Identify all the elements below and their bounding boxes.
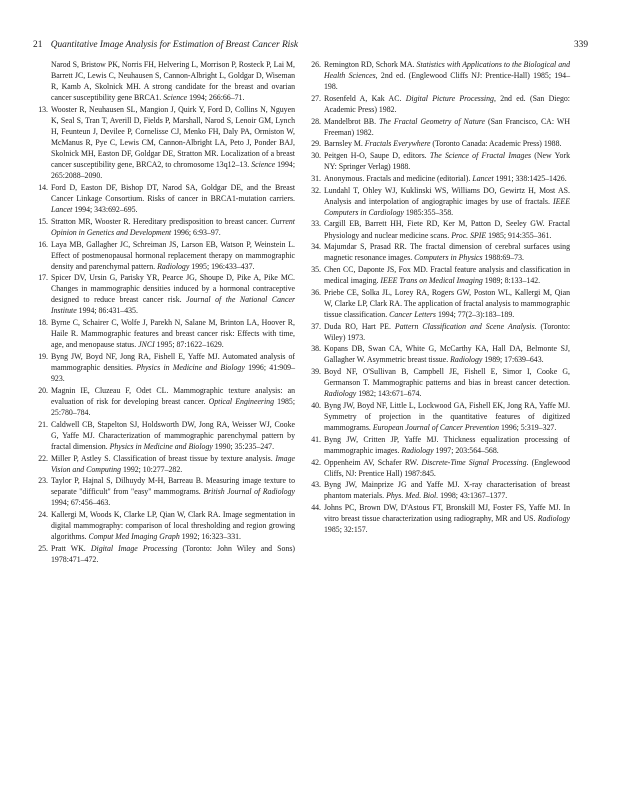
reference-text: 1992; 10:277–282. xyxy=(121,464,183,474)
reference-text: Byng JW, Mainprize JG and Yaffe MJ. X-ray characterisation of breast phantom materials. xyxy=(324,480,570,501)
reference-text: 1996; 6:93–97. xyxy=(171,227,221,237)
reference-text: Remington RD, Schork MA. xyxy=(324,60,417,69)
reference-entry xyxy=(310,264,570,286)
reference-source-title: Pattern Classification and Scene Analysis. xyxy=(394,321,537,331)
reference-number: 32. xyxy=(311,185,321,195)
reference-text: Johns PC, Brown DW, D'Astous FT, Bronskill MJ, Foster FS, Yaffe MJ. In vitro breast tissue characterization using radiography, MR and US. xyxy=(324,503,570,524)
reference-text: 1994; 86:431–435. xyxy=(76,306,138,316)
reference-text: Priebe CE, Solka JL, Lorey RA, Rogers GW, Poston WL, Kallergi M, Qian W, Clarke LP, Clark RA. The application of fractal analysis to mammographic tissue classification. xyxy=(324,287,570,319)
reference-entry xyxy=(310,434,570,456)
reference-entry xyxy=(310,479,570,501)
reference-number: 35. xyxy=(311,265,321,275)
reference-text: (Toronto: Wiley) 1973. xyxy=(324,321,570,342)
reference-number: 33. xyxy=(311,219,321,229)
page-number: 339 xyxy=(573,40,588,50)
reference-source-title: Digital Image Processing xyxy=(90,543,178,553)
reference-text: Cargill EB, Barrett HH, Fiete RD, Ker M, Patton D, Seeley GW. Fractal Physiology and nuclear medicine scans. xyxy=(324,219,570,240)
reference-entry xyxy=(310,321,570,343)
reference-text: Byrne C, Schairer C, Wolfe J, Parekh N, Salane M, Brinton LA, Hoover R, Haile R. Mammographic features and breast cancer risk: Effects with time, age, and menopause status. xyxy=(51,318,295,350)
reference-number: 16. xyxy=(38,239,48,249)
reference-text: 1994; 343:692–695. xyxy=(72,204,138,214)
reference-source-title: Radiology xyxy=(537,514,570,524)
reference-number: 18. xyxy=(38,318,48,328)
reference-text: Lundahl T, Ohley WJ, Kuklinski WS, Williams DO, Gewirtz H, Most AS. Analysis and interpolation of angiographic images by use of fractals. xyxy=(324,185,570,206)
reference-text: . (Englewood Cliffs, NJ: Prentice Hall) 1987:845. xyxy=(324,457,570,478)
reference-number: 22. xyxy=(38,453,48,463)
reference-source-title: Current Opinion in Genetics and Development xyxy=(51,216,295,237)
reference-source-title: Cancer Letters xyxy=(389,309,436,319)
reference-entry xyxy=(310,287,570,320)
reference-text: Chen CC, Daponte JS, Fox MD. Fractal feature analysis and classification in medical imaging. xyxy=(324,265,570,286)
reference-entry xyxy=(310,343,570,365)
reference-text: Majumdar S, Prasad RR. The fractal dimension of cerebral surfaces using magnetic resonance images. xyxy=(324,242,570,263)
reference-text: 1985; 32:157. xyxy=(324,525,368,535)
reference-text: Taylor P, Hajnal S, Dilhuydy M-H, Barreau B. Measuring image texture to separate "difficult" from "easy" mammograms. xyxy=(51,476,295,497)
reference-entry xyxy=(310,150,570,172)
reference-text: (Toronto Canada: Academic Press) 1988. xyxy=(430,139,562,149)
reference-entry xyxy=(310,457,570,479)
reference-text: Peitgen H-O, Saupe D, editors. xyxy=(324,151,430,161)
reference-number: 34. xyxy=(311,242,321,252)
reference-source-title: Radiology xyxy=(401,445,434,455)
reference-entry xyxy=(37,272,295,316)
reference-entry xyxy=(310,138,570,149)
reference-text: 1996; 41:909–923. xyxy=(51,363,295,384)
reference-text: Byng JW, Boyd NF, Little L, Lockwood GA, Fishell EK, Jong RA, Yaffe MJ. Symmetry of projection in the quantitative features of digitized mammograms. xyxy=(324,401,570,433)
reference-number: 41. xyxy=(311,434,321,444)
reference-source-title: Proc. SPIE xyxy=(451,230,487,240)
reference-entry xyxy=(37,419,295,452)
reference-entry xyxy=(37,182,295,215)
reference-text: , 2nd ed. (Englewood Cliffs NJ: Prentice-Hall) 1985; 194–198. xyxy=(324,71,570,92)
reference-number: 15. xyxy=(38,216,48,226)
reference-text: Mandelbrot BB. xyxy=(324,116,380,126)
reference-entry xyxy=(37,216,295,238)
reference-number: 31. xyxy=(311,173,321,183)
reference-number: 17. xyxy=(38,273,48,283)
reference-text: Stratton MR, Wooster R. Hereditary predisposition to breast cancer. xyxy=(51,216,271,226)
reference-text: , 2nd ed. (San Diego: Academic Press) 1982. xyxy=(324,93,570,114)
reference-text: 1989; 17:639–643. xyxy=(482,355,544,365)
reference-text: Ford D, Easton DF, Bishop DT, Narod SA, Goldgar DE, and the Breast Cancer Linkage Consortium. Risks of cancer in BRCA1-mutation carriers. xyxy=(51,182,295,203)
reference-text: (Toronto: John Wiley and Sons) 1978:471–472. xyxy=(51,543,296,564)
chapter-title: Quantitative Image Analysis for Estimation of Breast Cancer Risk xyxy=(50,40,299,50)
reference-text: 1995; 196:433–437. xyxy=(189,261,255,271)
chapter-heading xyxy=(33,38,298,52)
reference-text: 1985:355–358. xyxy=(403,207,454,217)
reference-text: 1994; 77(2–3):183–189. xyxy=(435,309,515,319)
reference-text: 1985; 914:355–361. xyxy=(486,230,552,240)
reference-text: Miller P, Astley S. Classification of breast tissue by texture analysis. xyxy=(51,453,276,463)
reference-entry xyxy=(310,59,570,92)
reference-source-title: Fractals Everywhere xyxy=(364,139,431,149)
reference-source-title: Discrete-Time Signal Processing xyxy=(421,457,527,467)
reference-text: Oppenheim AV, Schafer RW. xyxy=(324,457,422,467)
reference-text: (San Francisco, CA: WH Freeman) 1982. xyxy=(324,116,570,137)
reference-number: 19. xyxy=(38,352,48,362)
reference-source-title: IEEE Trans on Medical Imaging xyxy=(380,276,483,286)
references-right-column xyxy=(310,59,570,536)
reference-source-title: Optical Engineering xyxy=(208,396,275,406)
reference-text: 1996; 5:319–327. xyxy=(499,423,557,433)
reference-entry xyxy=(37,104,295,181)
reference-source-title: Physics in Medicine and Biology xyxy=(136,363,245,373)
reference-source-title: Digital Picture Processing xyxy=(405,93,494,103)
reference-entry-continued xyxy=(37,59,295,103)
reference-source-title: Image Vision and Computing xyxy=(51,453,295,474)
reference-text: 1992; 16:323–331. xyxy=(179,532,242,542)
reference-entry xyxy=(37,475,295,508)
reference-entry xyxy=(310,116,570,138)
reference-text: Duda RO, Hart PE. xyxy=(324,321,395,331)
reference-source-title: Statistics with Applications to the Biological and Health Sciences xyxy=(324,60,570,81)
reference-source-title: JNCI xyxy=(138,340,155,350)
reference-text: 1994; 266:66–71. xyxy=(187,93,245,103)
reference-number: 13. xyxy=(38,104,48,114)
reference-number: 30. xyxy=(311,151,321,161)
reference-entry xyxy=(310,93,570,115)
reference-text: Byng JW, Boyd NF, Jong RA, Fishell E, Yaffe MJ. Automated analysis of mammographic densities. xyxy=(51,352,295,373)
reference-number: 39. xyxy=(311,367,321,377)
reference-text: 1989; 8:133–142. xyxy=(482,276,541,286)
reference-number: 20. xyxy=(38,385,48,395)
reference-number: 43. xyxy=(311,480,321,490)
reference-number: 44. xyxy=(311,503,321,513)
reference-text: 1994; 265:2088–2090. xyxy=(51,160,295,181)
reference-text: Byng JW, Critten JP, Yaffe MJ. Thickness equalization processing of mammographic images. xyxy=(324,434,570,455)
reference-entry xyxy=(37,351,295,384)
reference-text: Anonymous. Fractals and medicine (editorial). xyxy=(324,173,473,183)
reference-source-title: The Science of Fractal Images xyxy=(429,151,531,161)
reference-number: 28. xyxy=(311,116,321,126)
running-header xyxy=(33,38,588,52)
reference-text: 1982; 143:671–674. xyxy=(356,389,422,399)
reference-number: 29. xyxy=(311,139,321,149)
reference-text: 1990; 35:235–247. xyxy=(212,441,275,451)
reference-number: 42. xyxy=(311,457,321,467)
reference-source-title: Phys. Med. Biol. xyxy=(386,491,439,501)
reference-text: 1998; 43:1367–1377. xyxy=(438,491,508,501)
reference-text: Laya MB, Gallagher JC, Schreiman JS, Larson EB, Watson P, Weinstein L. Effect of postmenopausal hormonal replacement therapy on mammographic density and parenchymal pattern. xyxy=(51,239,295,271)
reference-number: 40. xyxy=(311,401,321,411)
reference-number: 23. xyxy=(38,476,48,486)
reference-number: 25. xyxy=(38,543,48,553)
reference-entry xyxy=(310,218,570,240)
reference-number: 14. xyxy=(38,182,48,192)
reference-entry xyxy=(310,366,570,399)
reference-number: 38. xyxy=(311,344,321,354)
reference-text: Narod S, Bristow PK, Norris FH, Helvering L, Morrison P, Rosteck P, Lai M, Barrett JC, Lewis C, Neuhausen S, Cannon-Albright L, Goldgar D, Wiseman R, Kamb A, Skolnick MH. A strong candidate for the breast and ovarian cancer susceptibility gene BRCA1. xyxy=(51,60,295,103)
reference-number: 21. xyxy=(38,419,48,429)
reference-source-title: Science xyxy=(163,93,188,103)
reference-text: Kallergi M, Woods K, Clarke LP, Qian W, Clark RA. Image segmentation in digital mammography: comparison of local thresholding and region growing algorithms. xyxy=(51,510,295,542)
reference-number: 37. xyxy=(311,321,321,331)
reference-source-title: Computers in Physics xyxy=(414,253,483,263)
reference-text: 1997; 203:564–568. xyxy=(433,445,499,455)
reference-entry xyxy=(37,385,295,418)
reference-entry xyxy=(37,453,295,475)
reference-entry xyxy=(310,241,570,263)
reference-source-title: The Fractal Geometry of Nature xyxy=(379,116,486,126)
reference-entry xyxy=(37,509,295,542)
reference-number: 26. xyxy=(311,60,321,69)
reference-entry xyxy=(310,185,570,218)
reference-text: 1991; 338:1425–1426. xyxy=(493,173,567,183)
reference-text: 1985; 25:780–784. xyxy=(51,396,296,417)
reference-text: 1995; 87:1622–1629. xyxy=(154,340,224,350)
reference-source-title: Journal of the National Cancer Institute xyxy=(51,295,295,316)
reference-number: 24. xyxy=(38,510,48,520)
reference-text: Spicer DV, Ursin G, Parisky YR, Pearce JG, Shoupe D, Pike A, Pike MC. Changes in mammographic densities induced by a hormonal contraceptive designed to reduce breast cancer risk. xyxy=(51,273,295,305)
reference-source-title: Radiology xyxy=(450,355,483,365)
reference-text: 1988:69–73. xyxy=(482,253,524,263)
reference-text: Boyd NF, O'Sullivan B, Campbell JE, Fishell E, Simor I, Cooke G, Germanson T. Mammographic patterns and bias in breast cancer detection. xyxy=(324,367,570,388)
reference-entry xyxy=(37,543,295,565)
reference-text: Rosenfeld A, Kak AC. xyxy=(324,93,406,103)
reference-text: Kopans DB, Swan CA, White G, McCarthy KA, Hall DA, Belmonte SJ, Gallagher W. Asymmetric breast tissue. xyxy=(324,344,570,365)
reference-entry xyxy=(310,400,570,433)
reference-text: Barnsley M. xyxy=(324,139,365,149)
reference-source-title: Radiology xyxy=(157,261,190,271)
reference-text: (New York NY: Springer Verlag) 1988. xyxy=(324,151,571,172)
reference-text: Caldwell CB, Stapelton SJ, Holdsworth DW, Jong RA, Weisser WJ, Cooke G, Yaffe MJ. Characterization of mammographic parenchymal pattern by fractal dimension. xyxy=(51,419,295,451)
reference-source-title: Lancet xyxy=(472,173,494,183)
reference-source-title: European Journal of Cancer Prevention xyxy=(372,423,500,433)
reference-source-title: Lancet xyxy=(51,204,73,214)
reference-entry xyxy=(310,173,570,184)
reference-text: 1994; 67:456–463. xyxy=(51,498,111,508)
references-left-column xyxy=(37,59,295,566)
reference-source-title: British Journal of Radiology xyxy=(203,487,296,497)
reference-source-title: Science xyxy=(251,160,276,170)
reference-text: Magnin IE, Cluzeau F, Odet CL. Mammographic texture analysis: an evaluation of risk for developing breast cancer. xyxy=(51,385,295,406)
reference-text: Wooster R, Neuhausen SL, Mangion J, Quirk Y, Ford D, Collins N, Nguyen K, Seal S, Tran T, Averill D, Fields P, Marshall, Narod S, Lenoir GM, Lynch H, Feunteun J, Devilee P, Cornelisse CJ, Menko FH, Daly PA, Ormiston W, McManus R, Pye C, Lewis CM, Cannon-Albright LA, Peto J, Ponder BAJ, Skolnick MH, Easton DF, Goldgar DE, Stratton MR. Localization of a breast cancer susceptibility gene, BRCA2, to chromosome 13q12–13. xyxy=(51,104,295,170)
reference-text: Pratt WK. xyxy=(51,543,91,553)
reference-source-title: IEEE Computers in Cardiology xyxy=(324,196,570,217)
reference-entry xyxy=(37,239,295,272)
chapter-number: 21 xyxy=(33,40,43,50)
reference-entry xyxy=(310,502,570,535)
reference-number: 27. xyxy=(311,93,321,103)
reference-source-title: Radiology xyxy=(324,389,357,399)
reference-entry xyxy=(37,317,295,350)
reference-source-title: Comput Med Imaging Graph xyxy=(88,532,180,542)
reference-source-title: Physics in Medicine and Biology xyxy=(109,441,213,451)
reference-number: 36. xyxy=(311,287,321,297)
